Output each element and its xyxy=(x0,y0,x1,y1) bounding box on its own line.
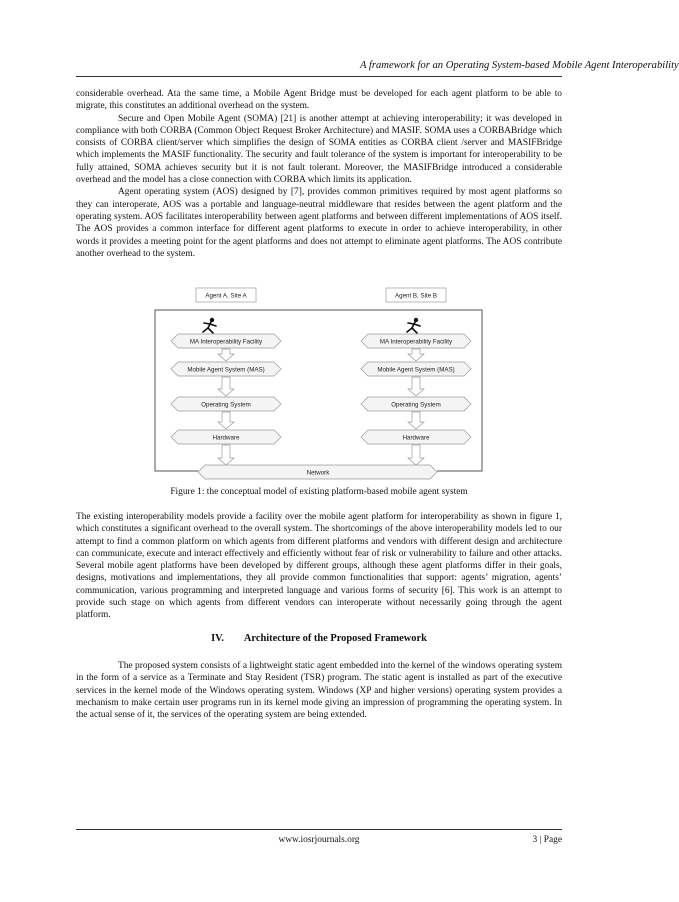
down-arrow-icon xyxy=(218,412,234,429)
paragraph-3: Agent operating system (AOS) designed by [7], provides common primitives required by most agent platforms so they can interoperate, AOS was a portable and language-neutral middleware that resides between the agent platform and the operating system. AOS facilitates interoperability between agent platforms and between different implementations of AOS itself. The AOS provides a common interface for different agent platforms to execute in order to achieve interoperability, in other words it provides a meeting point for the agent platforms and does not attempt to eliminate agent platforms. The AOS contribute another overhead to the system. xyxy=(76,187,562,259)
running-title: A framework for an Operating System-based Mobile Agent Interoperability xyxy=(360,60,679,71)
network-label: Network xyxy=(306,469,330,477)
layer-label-a-os: Operating System xyxy=(201,401,251,409)
paragraph-5: The proposed system consists of a lightweight static agent embedded into the kernel of the windows operating system in the form of a service as a Terminate and Stay Resident (TSR) program. The static agent is installed as part of the executive services in the kernel mode of the Windows operating system. Windows (XP and higher versions) operating system provides a mechanism to make certain user programs run in its kernel mode giving an impression of programming the operating system. In the actual sense of it, the services of the operating system are being extended. xyxy=(76,661,562,721)
section-title: Architecture of the Proposed Framework xyxy=(243,633,427,644)
footer-url: www.iosrjournals.org xyxy=(278,835,360,845)
running-agent-icon xyxy=(203,318,216,333)
layer-label-b-interop: MA Interoperability Facility xyxy=(379,338,453,346)
paragraph-1: considerable overhead. Ata the same time, a Mobile Agent Bridge must be developed for each agent platform to be able to migrate, this constitutes an additional overhead on the system. xyxy=(76,89,562,112)
footer-rule xyxy=(76,829,562,830)
layer-label-b-mas: Mobile Agent System (MAS) xyxy=(377,366,455,374)
down-arrow-icon xyxy=(218,349,234,361)
down-arrow-icon xyxy=(408,445,424,465)
text-block-lower xyxy=(76,660,562,721)
layer-label-b-hardware: Hardware xyxy=(402,434,430,442)
layer-label-a-interop: MA Interoperability Facility xyxy=(189,338,263,346)
down-arrow-icon xyxy=(408,412,424,429)
section-heading xyxy=(76,633,562,644)
section-number: IV. xyxy=(211,633,224,644)
layer-label-a-hardware: Hardware xyxy=(212,434,240,442)
layer-label-a-mas: Mobile Agent System (MAS) xyxy=(187,366,265,374)
layer-label-b-os: Operating System xyxy=(391,401,441,409)
text-block-middle xyxy=(76,511,562,622)
site-b-label: Agent B, Site B xyxy=(395,292,437,300)
running-agent-icon xyxy=(407,318,420,333)
site-a-label: Agent A, Site A xyxy=(205,292,247,300)
paragraph-4: The existing interoperability models provide a facility over the mobile agent platform for interoperability as shown in figure 1, which constitutes a significant overhead to the overall system. The shortcomings of the above interoperability models led to our attempt to find a common platform on which agents from different platforms and vendors with different design and architecture can communicate, execute and interact effectively and efficiently without fear of risk or vulnerability to failure and other attacks. Several mobile agent platforms have been developed by different groups, although these agent platforms differ in their goals, designs, motivations and implementations, they all provide common functionalities that support: agents’ migration, agents’ communication, various programming and interpreted language and various forms of security [6]. This work is an attempt to provide such stage on which agents from different vendors can interoperate without necessarily going through the agent platform. xyxy=(76,512,562,621)
paragraph-2: Secure and Open Mobile Agent (SOMA) [21] is another attempt at achieving interoperability; it was developed in compliance with both CORBA (Common Object Request Broker Architecture) and MASIF. SOMA uses a CORBABridge which consists of CORBA client/server which simplifies the design of SOMA entities as CORBA client /server and MASIFBridge which implements the MASIF functionality. The security and fault tolerance of the system is important for interoperability to be fully attained, SOMA achieves security but it is not fault tolerant. Moreover, the MASIFBridge introduced a considerable overhead and the model has a close connection with CORBA which limits its application. xyxy=(76,113,562,186)
down-arrow-icon xyxy=(408,377,424,396)
figure-caption: Figure 1: the conceptual model of existing platform-based mobile agent system xyxy=(170,487,468,497)
down-arrow-icon xyxy=(218,445,234,465)
page-number: 3 | Page xyxy=(532,835,562,845)
down-arrow-icon xyxy=(408,349,424,361)
down-arrow-icon xyxy=(218,377,234,396)
